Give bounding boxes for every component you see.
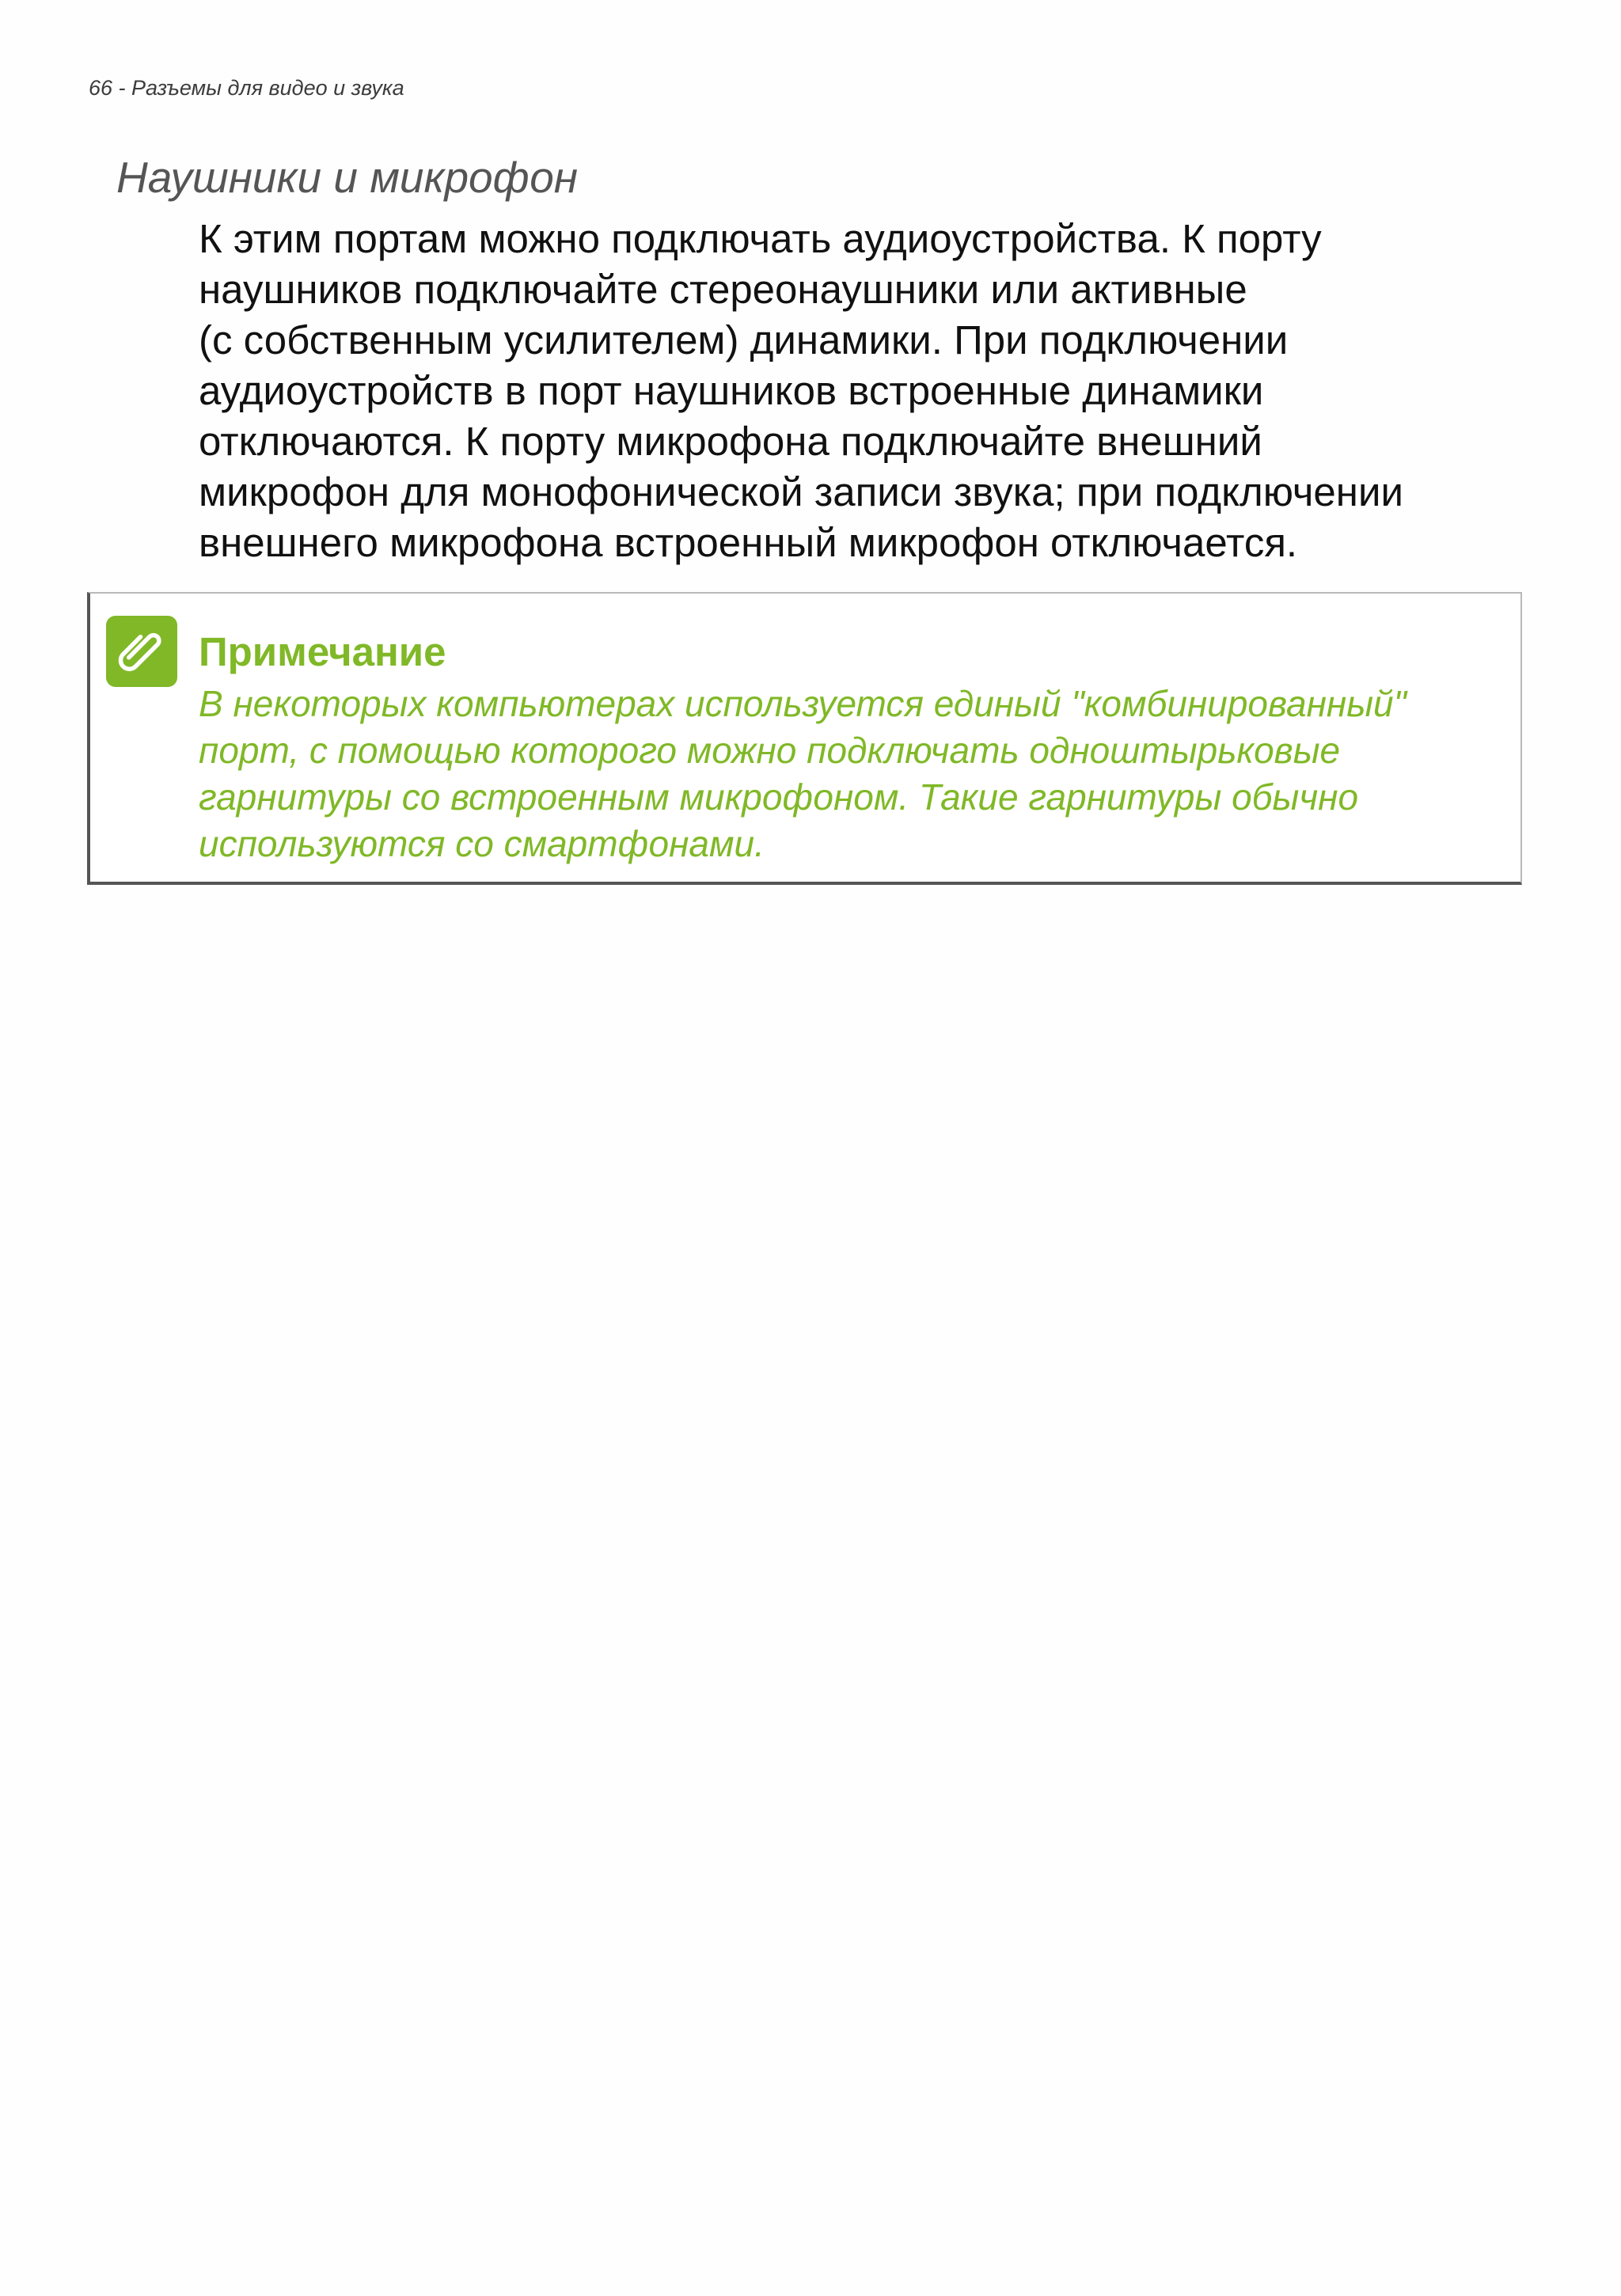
note-title: Примечание	[199, 629, 446, 674]
note-line: используются со смартфонами.	[199, 823, 765, 864]
note-line: гарнитуры со встроенным микрофоном. Такие гарнитуры обычно	[199, 776, 1359, 818]
page-header: 66 - Разъемы для видео и звука	[89, 76, 404, 100]
body-line: микрофон для монофонической записи звука; при подключении	[199, 469, 1403, 514]
note-line: В некоторых компьютерах используется единый "комбинированный"	[199, 683, 1407, 724]
note-box	[87, 592, 1522, 885]
note-text	[199, 681, 1513, 867]
body-line: наушников подключайте стереонаушники или активные	[199, 267, 1247, 312]
body-line: (с собственным усилителем) динамики. При подключении	[199, 317, 1289, 362]
body-line: отключаются. К порту микрофона подключайте внешний	[199, 419, 1262, 464]
section-title: Наушники и микрофон	[116, 153, 579, 202]
note-line: порт, с помощью которого можно подключать одноштырьковые	[199, 730, 1341, 771]
body-line: К этим портам можно подключать аудиоустройства. К порту	[199, 216, 1322, 261]
section-body	[199, 214, 1560, 568]
body-line: внешнего микрофона встроенный микрофон отключается.	[199, 520, 1298, 565]
body-line: аудиоустройств в порт наушников встроенные динамики	[199, 368, 1264, 413]
paperclip-icon	[106, 616, 177, 687]
